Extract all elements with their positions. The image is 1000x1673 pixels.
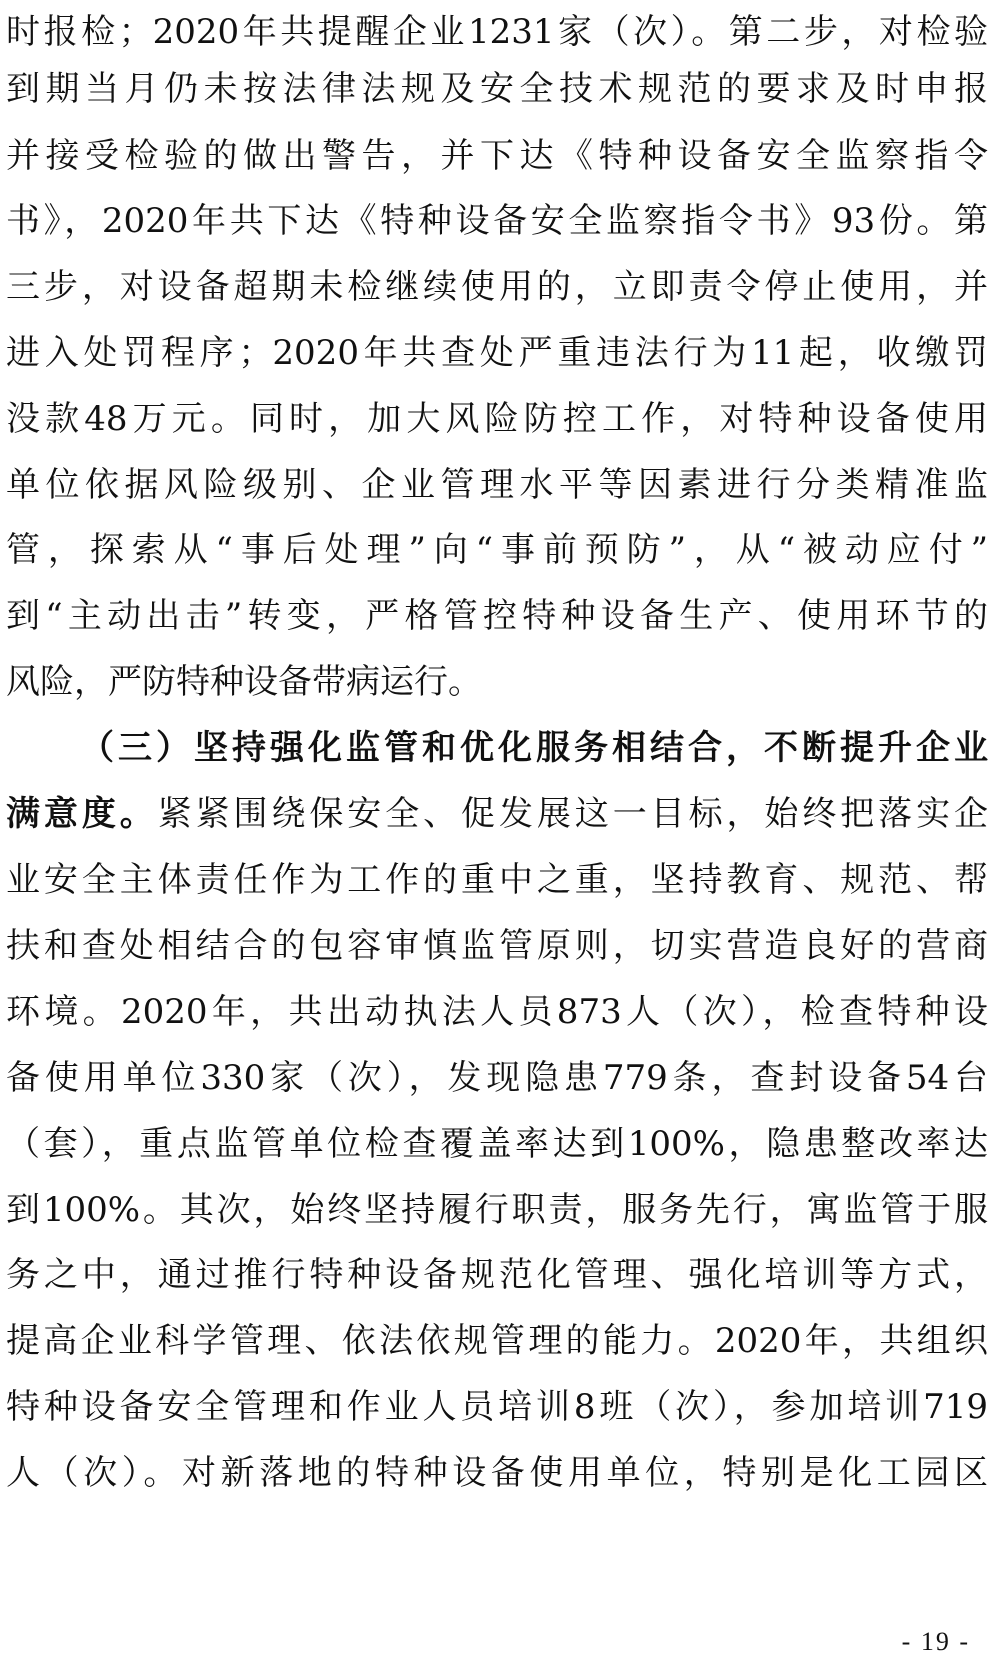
text-line-18: 到100%。其次，始终坚持履行职责，服务先行，寓监管于服 — [6, 1190, 988, 1230]
heading-line-rest: 紧紧围绕保安全、促发展这一目标，始终把落实企 — [157, 794, 988, 834]
section-heading-three: （三）坚持强化监管和优化服务相结合，不断提升企业 — [80, 728, 988, 768]
text-line-22: 人（次）。对新落地的特种设备使用单位，特别是化工园区 — [6, 1453, 988, 1493]
text-line-1: 时报检；2020年共提醒企业1231家（次）。第二步，对检验 — [6, 12, 988, 52]
text-line-heading-continuation — [6, 784, 988, 844]
text-line-17: （套），重点监管单位检查覆盖率达到100%，隐患整改率达 — [6, 1124, 988, 1164]
text-line-4: 书》，2020年共下达《特种设备安全监察指令书》93份。第 — [6, 201, 988, 241]
text-line-14: 扶和查处相结合的包容审慎监管原则，切实营造良好的营商 — [6, 926, 988, 966]
text-line-7: 没款48万元。同时，加大风险防控工作，对特种设备使用 — [6, 399, 988, 439]
text-line-8: 单位依据风险级别、企业管理水平等因素进行分类精准监 — [6, 465, 988, 505]
heading-bold-tail: 满意度。 — [6, 794, 158, 834]
page-number: - 19 - — [901, 1627, 970, 1656]
text-line-16: 备使用单位330家（次），发现隐患779条，查封设备54台 — [6, 1058, 988, 1098]
text-line-6: 进入处罚程序；2020年共查处严重违法行为11起，收缴罚 — [6, 333, 988, 373]
text-line-5: 三步，对设备超期未检继续使用的，立即责令停止使用，并 — [6, 267, 988, 307]
text-line-19: 务之中，通过推行特种设备规范化管理、强化培训等方式， — [6, 1255, 988, 1295]
text-line-3: 并接受检验的做出警告，并下达《特种设备安全监察指令 — [6, 136, 988, 176]
text-line-11: 风险，严防特种设备带病运行。 — [6, 662, 482, 702]
text-line-2: 到期当月仍未按法律法规及安全技术规范的要求及时申报 — [6, 69, 988, 109]
text-line-20: 提高企业科学管理、依法依规管理的能力。2020年，共组织 — [6, 1321, 988, 1361]
text-line-9: 管，探索从“事后处理”向“事前预防”，从“被动应付” — [6, 530, 988, 570]
text-line-21: 特种设备安全管理和作业人员培训8班（次），参加培训719 — [6, 1387, 988, 1427]
text-line-15: 环境。2020年，共出动执法人员873人（次），检查特种设 — [6, 992, 988, 1032]
text-line-13: 业安全主体责任作为工作的重中之重，坚持教育、规范、帮 — [6, 860, 988, 900]
text-line-10: 到“主动出击”转变，严格管控特种设备生产、使用环节的 — [6, 596, 988, 636]
